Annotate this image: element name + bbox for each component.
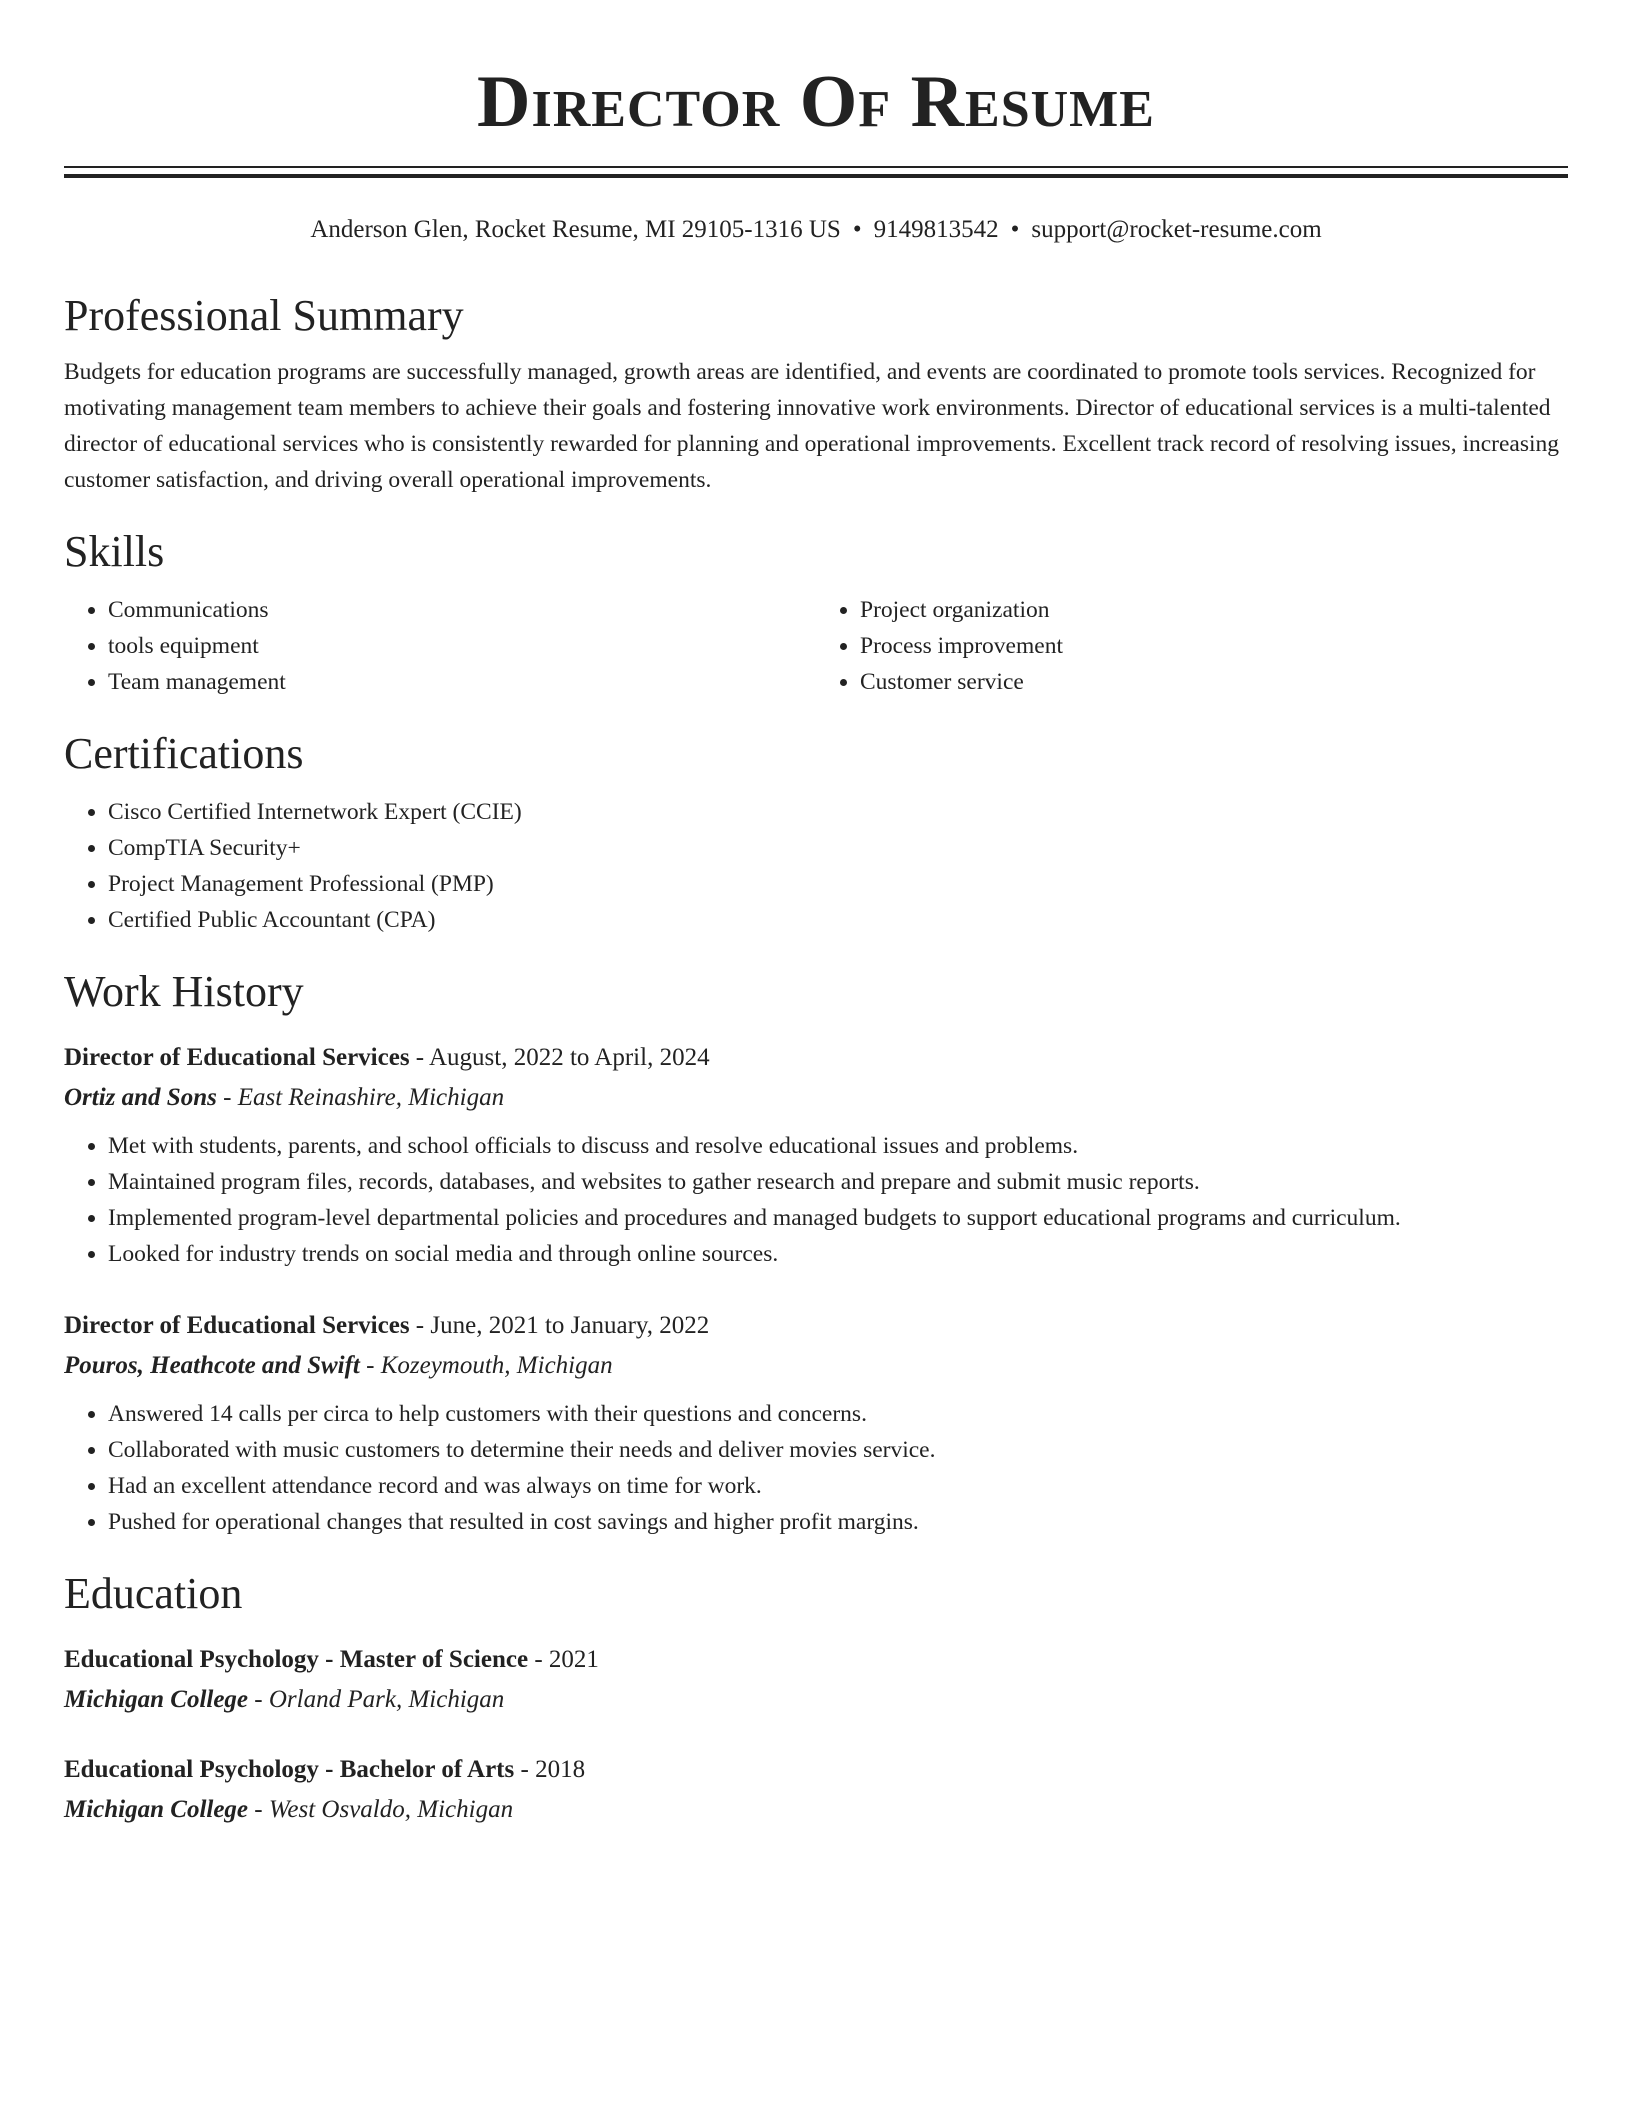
degree: Educational Psychology - Master of Science	[64, 1646, 529, 1673]
dash: -	[520, 1756, 529, 1783]
contact-address: Anderson Glen, Rocket Resume, MI 29105-1316 US	[310, 216, 841, 243]
skills-list-right	[816, 592, 1568, 700]
graduation-year: 2021	[548, 1646, 599, 1673]
degree-line	[64, 1750, 1568, 1790]
job-bullet: • Met with students, parents, and school officials to discuss and resolve educational issues and problems.	[108, 1128, 1568, 1164]
dash: -	[223, 1084, 232, 1111]
dash: -	[415, 1312, 425, 1339]
graduation-year: 2018	[535, 1756, 586, 1783]
skill-item: • Process improvement	[860, 628, 1568, 664]
job-company: Pouros, Heathcote and Swift	[64, 1352, 360, 1379]
job-title: Director of Educational Services	[64, 1044, 410, 1071]
education-entry	[64, 1640, 1568, 1720]
contact-email: support@rocket-resume.com	[1031, 216, 1322, 243]
job-company: Ortiz and Sons	[64, 1084, 217, 1111]
job-bullets	[64, 1396, 1568, 1540]
degree-line	[64, 1640, 1568, 1680]
skills-heading: Skills	[64, 527, 165, 576]
dash: -	[415, 1044, 425, 1071]
contact-separator: •	[1010, 216, 1020, 243]
contact-line	[64, 214, 1568, 246]
summary-heading: Professional Summary	[64, 291, 464, 340]
skill-item: • tools equipment	[108, 628, 816, 664]
job-dates: June, 2021 to January, 2022	[430, 1312, 710, 1339]
school-line	[64, 1680, 1568, 1720]
certification-item: • Project Management Professional (PMP)	[108, 866, 1568, 902]
job-title-line	[64, 1038, 1568, 1078]
certification-item: • Certified Public Accountant (CPA)	[108, 902, 1568, 938]
school-location: West Osvaldo, Michigan	[268, 1796, 514, 1823]
job-entry	[64, 1306, 1568, 1540]
skills-list-left	[64, 592, 816, 700]
job-bullet: • Maintained program files, records, databases, and websites to gather research and prepare and submit music reports.	[108, 1164, 1568, 1200]
dash: -	[366, 1352, 375, 1379]
education-entry	[64, 1750, 1568, 1830]
title-rule-thin	[64, 166, 1568, 168]
job-location: Kozeymouth, Michigan	[380, 1352, 613, 1379]
school-name: Michigan College	[64, 1686, 249, 1713]
job-bullet: • Pushed for operational changes that resulted in cost savings and higher profit margins.	[108, 1504, 1568, 1540]
work-history-heading: Work History	[64, 967, 304, 1016]
skill-item: • Project organization	[860, 592, 1568, 628]
contact-phone: 9149813542	[873, 216, 999, 243]
certification-item: • Cisco Certified Internetwork Expert (CCIE)	[108, 794, 1568, 830]
summary-text: Budgets for education programs are successfully managed, growth areas are identified, and events are coordinated to promote tools services. Recognized for motivating management team members to achieve their goals and fostering innovative work environments. Director of educational services is a multi-talented director of educational services who is consistently rewarded for planning and operational improvements. Excellent track record of resolving issues, increasing customer satisfaction, and driving overall operational improvements.	[64, 359, 1560, 493]
job-title-line	[64, 1306, 1568, 1346]
job-location: East Reinashire, Michigan	[237, 1084, 505, 1111]
job-bullets	[64, 1128, 1568, 1272]
certifications-heading: Certifications	[64, 729, 304, 778]
job-entry	[64, 1038, 1568, 1272]
job-title: Director of Educational Services	[64, 1312, 410, 1339]
skill-item: • Team management	[108, 664, 816, 700]
dash: -	[254, 1796, 263, 1823]
job-bullet: • Collaborated with music customers to determine their needs and deliver movies service.	[108, 1432, 1568, 1468]
certification-item: • CompTIA Security+	[108, 830, 1568, 866]
title-rule-thick	[64, 174, 1568, 178]
dash: -	[534, 1646, 543, 1673]
resume-title: Director Of Resume	[477, 61, 1155, 143]
school-line	[64, 1790, 1568, 1830]
school-name: Michigan College	[64, 1796, 249, 1823]
job-bullet: • Looked for industry trends on social media and through online sources.	[108, 1236, 1568, 1272]
education-heading: Education	[64, 1569, 243, 1618]
dash: -	[254, 1686, 263, 1713]
job-bullet: • Had an excellent attendance record and was always on time for work.	[108, 1468, 1568, 1504]
skills-columns	[64, 592, 1568, 700]
job-dates: August, 2022 to April, 2024	[429, 1044, 710, 1071]
school-location: Orland Park, Michigan	[268, 1686, 505, 1713]
skill-item: • Customer service	[860, 664, 1568, 700]
job-bullet: • Answered 14 calls per circa to help customers with their questions and concerns.	[108, 1396, 1568, 1432]
degree: Educational Psychology - Bachelor of Arts	[64, 1756, 515, 1783]
job-company-line	[64, 1346, 1568, 1386]
skill-item: • Communications	[108, 592, 816, 628]
job-company-line	[64, 1078, 1568, 1118]
contact-separator: •	[852, 216, 862, 243]
certifications-list	[64, 794, 1568, 938]
job-bullet: • Implemented program-level departmental policies and procedures and managed budgets to support educational programs and curriculum.	[108, 1200, 1568, 1236]
